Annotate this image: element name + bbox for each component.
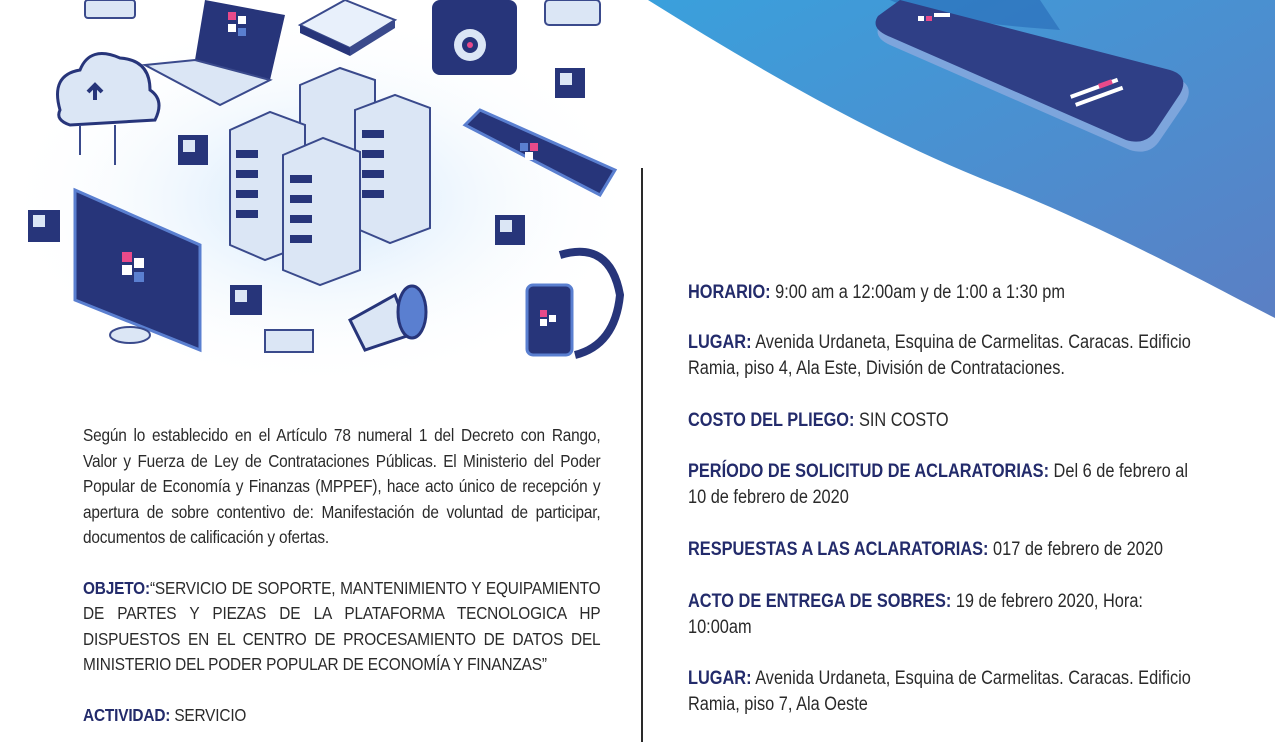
lugar2-label: LUGAR:	[688, 668, 752, 689]
periodo-label: PERÍODO DE SOLICITUD DE ACLARATORIAS:	[688, 461, 1050, 482]
acto-value: 19 de febrero 2020, Hora: 10:00am	[688, 591, 1143, 638]
lugar1-paragraph	[688, 330, 1206, 382]
periodo-paragraph	[688, 459, 1206, 511]
intro-paragraph: Según lo establecido en el Artículo 78 numeral 1 del Decreto con Rango, Valor y Fuerza de Ley de Contrataciones Públicas. El Ministerio del Poder Popular de Economía y Finanzas (MPPEF), hace acto único de recepción y apertura de sobre contentivo de: Manifestación de voluntad de participar, documentos de calificación y ofertas.	[83, 425, 601, 547]
left-column	[83, 423, 600, 728]
objeto-paragraph	[83, 576, 600, 678]
respuestas-paragraph	[688, 537, 1206, 563]
horario-paragraph	[688, 280, 1206, 306]
actividad-value: SERVICIO	[174, 704, 247, 725]
actividad-label: ACTIVIDAD:	[83, 704, 171, 725]
horario-value: 9:00 am a 12:00am y de 1:00 a 1:30 pm	[775, 282, 1065, 303]
lugar1-value: Avenida Urdaneta, Esquina de Carmelitas. Caracas. Edificio Ramia, piso 4, Ala Este, División de Contrataciones.	[688, 332, 1191, 379]
column-divider	[641, 168, 643, 742]
horario-label: HORARIO:	[688, 282, 771, 303]
respuestas-label: RESPUESTAS A LAS ACLARATORIAS:	[688, 539, 989, 560]
lugar1-label: LUGAR:	[688, 332, 752, 353]
objeto-label: OBJETO:	[83, 577, 150, 598]
costo-label: COSTO DEL PLIEGO:	[688, 410, 855, 431]
acto-label: ACTO DE ENTREGA DE SOBRES:	[688, 591, 952, 612]
costo-paragraph	[688, 408, 1206, 434]
respuestas-value: 017 de febrero de 2020	[993, 539, 1163, 560]
lugar2-value: Avenida Urdaneta, Esquina de Carmelitas. Caracas. Edificio Ramia, piso 7, Ala Oeste	[688, 668, 1191, 715]
lugar2-paragraph	[688, 666, 1206, 718]
tech-illustration	[0, 0, 640, 390]
camera-icon	[432, 0, 517, 75]
costo-value: SIN COSTO	[858, 410, 949, 431]
periodo-value: Del 6 de febrero al 10 de febrero de 2020	[688, 461, 1188, 508]
objeto-value: “SERVICIO DE SOPORTE, MANTENIMIENTO Y EQUIPAMIENTO DE PARTES Y PIEZAS DE LA PLATAFORMA TECNOLOGICA HP DISPUESTOS EN EL CENTRO DE PROCESAMIENTO DE DATOS DEL MINISTERIO DEL PODER POPULAR DE ECONOMÍA Y FINANZAS”	[83, 577, 601, 674]
actividad-paragraph	[83, 703, 600, 729]
acto-paragraph	[688, 589, 1206, 641]
